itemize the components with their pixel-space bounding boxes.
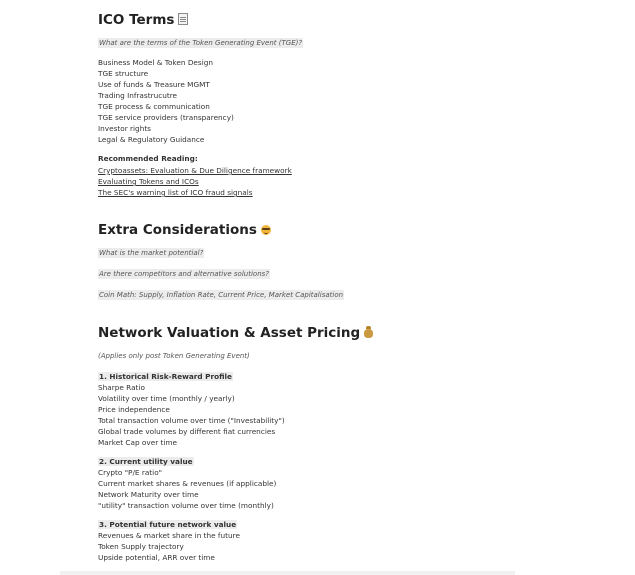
extra-considerations-heading xyxy=(98,220,558,240)
market-potential-question: What is the market potential? xyxy=(99,249,204,257)
list-item: Trading Infrastrucutre xyxy=(98,91,178,100)
list-item: Sharpe Ratio xyxy=(98,383,145,392)
link-evaluating-tokens[interactable]: Evaluating Tokens and ICOs xyxy=(98,177,199,186)
list-item: Upside potential, ARR over time xyxy=(98,553,215,562)
list-item: TGE process & communication xyxy=(98,102,210,111)
list-item: Network Maturity over time xyxy=(98,490,199,499)
document-page xyxy=(98,10,558,563)
money-bag-icon xyxy=(364,329,373,338)
list-item: Total transaction volume over time ("Investability") xyxy=(98,416,285,425)
section-heading-utility-value: 2. Current utility value xyxy=(99,457,193,466)
document-icon xyxy=(178,13,188,25)
list-item: Crypto "P/E ratio" xyxy=(98,468,163,477)
list-item: Market Cap over time xyxy=(98,438,177,447)
bottom-fade xyxy=(60,571,515,575)
section-heading-future-value: 3. Potential future network value xyxy=(99,520,237,529)
ico-terms-heading xyxy=(98,10,558,30)
link-due-diligence-framework[interactable]: Cryptoassets: Evaluation & Due Diligence framework xyxy=(98,166,292,175)
competitors-question: Are there competitors and alternative solutions? xyxy=(99,270,269,278)
list-item: TGE structure xyxy=(98,69,149,78)
network-valuation-title: Network Valuation & Asset Pricing xyxy=(98,325,361,341)
section-heading-risk-reward: 1. Historical Risk-Reward Profile xyxy=(99,372,232,381)
link-sec-warning-list[interactable]: The SEC's warning list of ICO fraud signals xyxy=(98,188,253,197)
list-item: Price independence xyxy=(98,405,170,414)
network-valuation-heading xyxy=(98,323,558,343)
tge-question: What are the terms of the Token Generating Event (TGE)? xyxy=(99,39,303,47)
list-item: Legal & Regulatory Guidance xyxy=(98,135,205,144)
list-item: Business Model & Token Design xyxy=(98,58,214,67)
nerd-face-icon xyxy=(261,225,271,235)
list-item: Volatility over time (monthly / yearly) xyxy=(98,394,235,403)
list-item: Global trade volumes by different fiat currencies xyxy=(98,427,276,436)
ico-terms-title: ICO Terms xyxy=(98,12,175,28)
list-item: Current market shares & revenues (if applicable) xyxy=(98,479,277,488)
list-item: Revenues & market share in the future xyxy=(98,531,240,540)
list-item: Token Supply trajectory xyxy=(98,542,184,551)
post-tge-note: (Applies only post Token Generating Event) xyxy=(98,352,250,360)
recommended-reading-heading: Recommended Reading: xyxy=(98,154,198,163)
extra-considerations-title: Extra Considerations xyxy=(98,222,257,238)
list-item: Investor rights xyxy=(98,124,151,133)
coin-math-question: Coin Math: Supply, Inflation Rate, Current Price, Market Capitalisation xyxy=(99,291,344,299)
list-item: Use of funds & Treasure MGMT xyxy=(98,80,210,89)
list-item: TGE service providers (transparency) xyxy=(98,113,234,122)
list-item: "utility" transaction volume over time (monthly) xyxy=(98,501,274,510)
